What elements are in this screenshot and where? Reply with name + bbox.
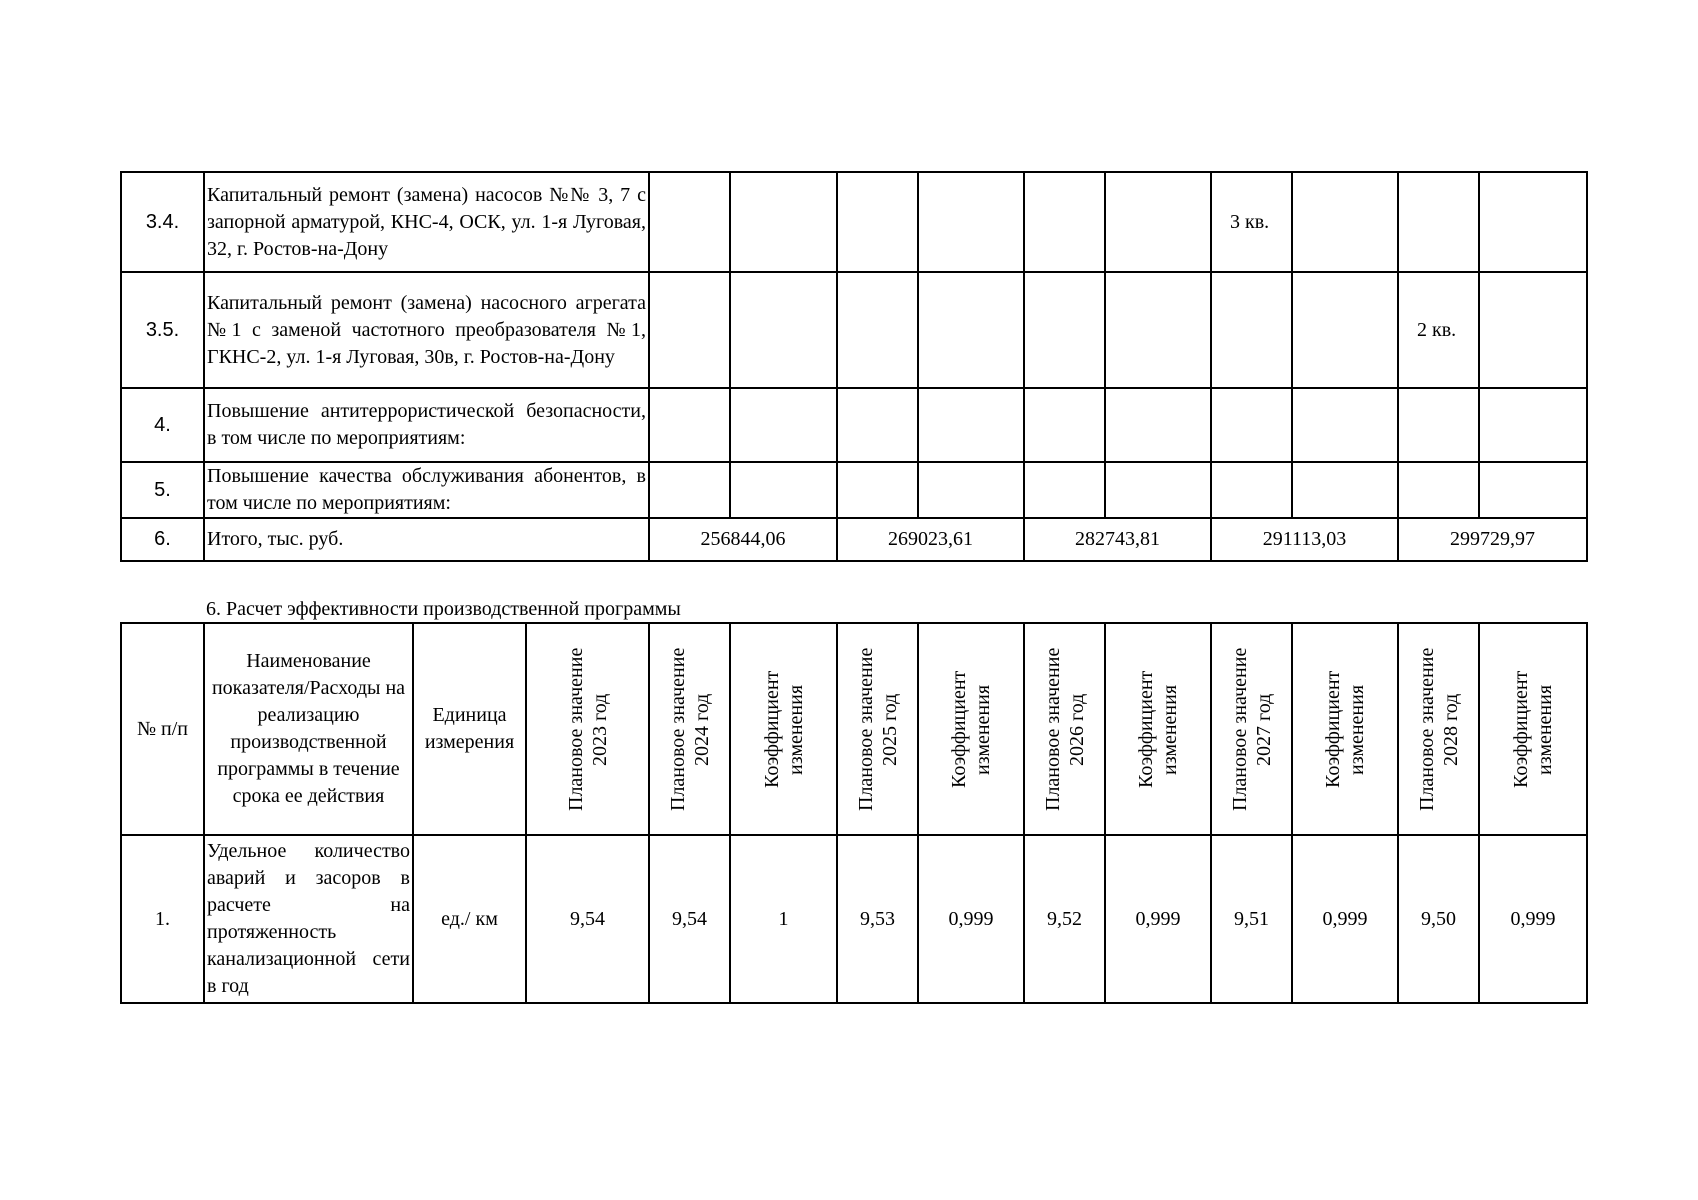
plan-2026-value: 9,52 <box>1024 835 1105 1003</box>
header-name: Наименование показателя/Расходы на реализацию производственной программы в течение срока ее действия <box>204 623 413 835</box>
row-number: 5. <box>121 462 204 518</box>
plan-2024-value: 9,54 <box>649 835 730 1003</box>
header-coef-2024: Коэффициент изменения <box>730 623 837 835</box>
header-plan-2027: Плановое значение 2027 год <box>1211 623 1292 835</box>
total-label: Итого, тыс. руб. <box>204 518 649 561</box>
measure-name: Повышение антитеррористической безопасности, в том числе по мероприятиям: <box>204 388 649 462</box>
section-title: 6. Расчет эффективности производственной программы <box>206 598 681 620</box>
total-row <box>121 518 1587 561</box>
header-plan-2024: Плановое значение 2024 год <box>649 623 730 835</box>
row-number: 3.4. <box>121 172 204 272</box>
header-coef-2027: Коэффициент изменения <box>1292 623 1398 835</box>
plan-2025-value: 9,53 <box>837 835 918 1003</box>
header-row <box>121 623 1587 835</box>
total-2027: 291113,03 <box>1211 518 1398 561</box>
header-coef-2028: Коэффициент изменения <box>1479 623 1587 835</box>
table-row <box>121 462 1587 518</box>
plan-2028-value: 9,50 <box>1398 835 1479 1003</box>
header-unit: Единица измерения <box>413 623 526 835</box>
header-num: № п/п <box>121 623 204 835</box>
row-number: 1. <box>121 835 204 1003</box>
measure-name: Капитальный ремонт (замена) насосного агрегата №1 с заменой частотного преобразователя №1, ГКНС-2, ул. 1-я Луговая, 30в, г. Ростов-на-Дону <box>204 272 649 388</box>
measure-name: Повышение качества обслуживания абонентов, в том числе по мероприятиям: <box>204 462 649 518</box>
coef-2026-value: 0,999 <box>1105 835 1211 1003</box>
unit-value: ед./ км <box>413 835 526 1003</box>
coef-2024-value: 1 <box>730 835 837 1003</box>
table-row <box>121 388 1587 462</box>
plan-2027-value: 9,51 <box>1211 835 1292 1003</box>
plan-2023-value: 9,54 <box>526 835 649 1003</box>
total-2026: 282743,81 <box>1024 518 1211 561</box>
header-plan-2023: Плановое значение 2023 год <box>526 623 649 835</box>
quarter-mark: 2 кв. <box>1398 272 1479 388</box>
investment-measures-table <box>120 171 1588 562</box>
coef-2027-value: 0,999 <box>1292 835 1398 1003</box>
table-row <box>121 272 1587 388</box>
header-plan-2028: Плановое значение 2028 год <box>1398 623 1479 835</box>
header-plan-2026: Плановое значение 2026 год <box>1024 623 1105 835</box>
table-row <box>121 835 1587 1003</box>
coef-2028-value: 0,999 <box>1479 835 1587 1003</box>
header-coef-2026: Коэффициент изменения <box>1105 623 1211 835</box>
coef-2025-value: 0,999 <box>918 835 1024 1003</box>
row-number: 3.5. <box>121 272 204 388</box>
measure-name: Капитальный ремонт (замена) насосов №№ 3, 7 с запорной арматурой, КНС-4, ОСК, ул. 1-я Луговая, 32, г. Ростов-на-Дону <box>204 172 649 272</box>
table-row <box>121 172 1587 272</box>
efficiency-table <box>120 622 1588 1004</box>
total-2025: 269023,61 <box>837 518 1024 561</box>
indicator-name: Удельное количество аварий и засоров в расчете на протяженность канализационной сети в год <box>204 835 413 1003</box>
header-coef-2025: Коэффициент изменения <box>918 623 1024 835</box>
row-number: 6. <box>121 518 204 561</box>
quarter-mark: 3 кв. <box>1211 172 1292 272</box>
total-2024: 256844,06 <box>649 518 837 561</box>
total-2028: 299729,97 <box>1398 518 1587 561</box>
row-number: 4. <box>121 388 204 462</box>
header-plan-2025: Плановое значение 2025 год <box>837 623 918 835</box>
